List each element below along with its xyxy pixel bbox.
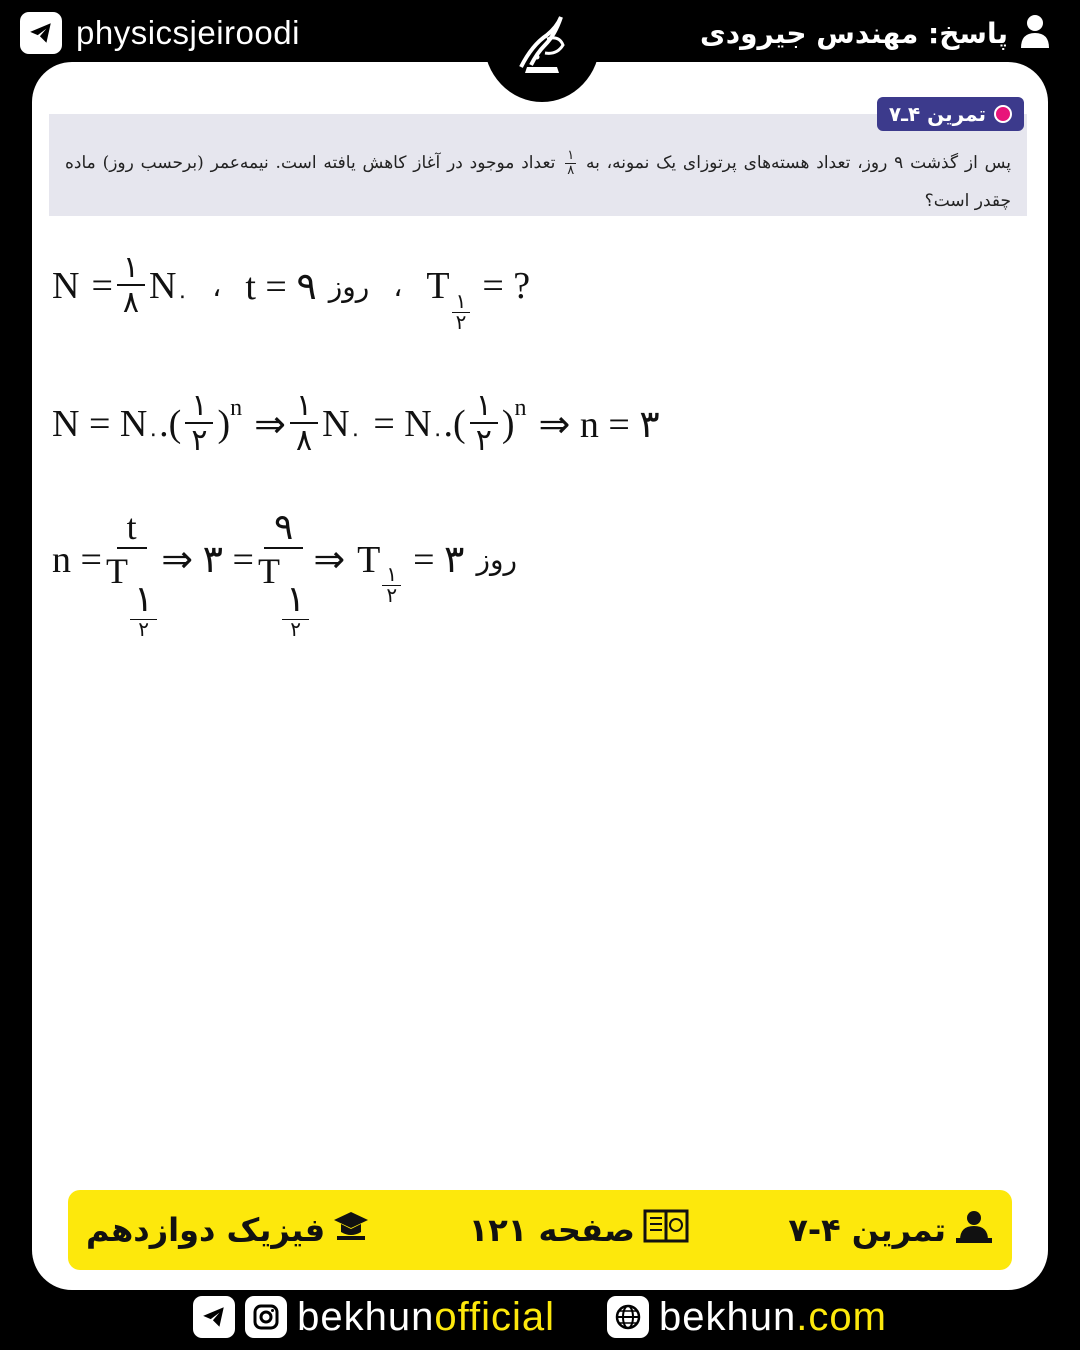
eq2-paren-open-2: .(: [443, 403, 466, 445]
telegram-icon[interactable]: [20, 12, 62, 54]
eq1-sep2: ،: [393, 269, 403, 303]
telegram-icon[interactable]: [193, 1296, 235, 1338]
exercise-group: [788, 1208, 994, 1252]
eq3-f1-num: t: [117, 507, 147, 549]
eq3-arrow-2: ⇒: [313, 539, 346, 581]
eq3-n: n =: [52, 538, 102, 581]
eq3-f2-half: [282, 579, 309, 640]
question-fraction: [565, 149, 576, 178]
equation-line-2: [52, 390, 660, 458]
eq3-T: T: [357, 538, 381, 581]
eq3-half-den: ۲: [386, 585, 398, 607]
eq1-frac-num: ۱: [117, 252, 145, 286]
eq3-f1-half-num: ۱: [130, 579, 157, 620]
graduation-cap-icon: [333, 1210, 369, 1250]
eq2-paren-close-1: ): [217, 403, 231, 445]
telegram-handle: physicsjeiroodi: [76, 14, 300, 51]
eq2-fraction-1: [185, 390, 213, 458]
info-bar: [68, 1190, 1012, 1270]
eq1-N0: N: [149, 265, 177, 307]
eq2-result: ⇒ n = ۳: [538, 403, 660, 446]
eq1-equals: =: [91, 265, 113, 307]
eq3-result: = ۳: [413, 539, 465, 581]
eq3-fraction-2: [257, 507, 309, 641]
eq2-exp-1: n: [230, 394, 243, 421]
eq3-f2-T: T: [257, 551, 280, 591]
eq2-f2-num: ۱: [290, 390, 318, 424]
eq2-N0: N: [322, 403, 350, 445]
eq2-paren-open-1: .(: [159, 403, 182, 445]
website-suffix: .com: [796, 1294, 887, 1339]
author-group: [700, 10, 1050, 56]
eq2-fraction-2: [290, 390, 318, 458]
eq2-f3-num: ۱: [470, 390, 498, 424]
eq1-sep1: ،: [212, 269, 222, 303]
website-prefix: bekhun: [658, 1294, 797, 1339]
question-frac-den: ۸: [567, 163, 575, 178]
social-handle-suffix: official: [434, 1294, 555, 1339]
instagram-icon[interactable]: [245, 1296, 287, 1338]
question-text-2: تعداد موجود در آغاز کاهش یافته است. نیمه‌عمر (برحسب روز) ماده چقدر است؟: [65, 153, 1011, 211]
eq3-f2-num: ۹: [264, 507, 303, 549]
eq3-f1-T: T: [105, 551, 128, 591]
social-handle-prefix: bekhun: [297, 1294, 435, 1339]
author-name: پاسخ: مهندس جیرودی: [700, 16, 1008, 50]
eq3-half-num: ۱: [382, 565, 401, 586]
website-url[interactable]: [659, 1295, 887, 1340]
eq2-zero-sub-1: ۰: [147, 421, 160, 446]
eq2-f1-den: ۲: [191, 424, 208, 457]
badge-dot: [994, 105, 1012, 123]
eq3-f2-half-num: ۱: [282, 579, 309, 620]
question-text-1: پس از گذشت ۹ روز، تعداد هسته‌های پرتوزای یک نمونه، به: [586, 153, 1012, 173]
exercise-badge-label: تمرین ۴ـ۷: [888, 102, 986, 126]
eq3-f2-den: [257, 549, 309, 641]
eq2-part2: = N: [373, 403, 432, 445]
eq3-half-sub: [382, 565, 401, 606]
eq1-day: روز: [328, 269, 370, 303]
social-handle[interactable]: [297, 1295, 555, 1340]
social-group[interactable]: [193, 1295, 555, 1340]
teacher-icon: [954, 1208, 994, 1252]
exercise-badge: [877, 97, 1024, 131]
eq2-f2-den: ۸: [295, 424, 313, 457]
subject-label: فیزیک دوازدهم: [86, 1211, 326, 1249]
telegram-handle-group[interactable]: [20, 10, 300, 56]
eq3-f1-den: [105, 549, 157, 641]
eq1-T: T: [426, 265, 450, 307]
eq1-half-den: ۲: [455, 311, 467, 334]
eq2-f3-den: ۲: [475, 424, 492, 457]
eq1-N: N: [52, 265, 80, 307]
bottom-links: [0, 1292, 1080, 1342]
eq2-f1-num: ۱: [185, 390, 213, 424]
content-card: [32, 62, 1048, 1290]
bekhun-logo: [484, 0, 600, 102]
eq2-paren-close-2: ): [501, 403, 515, 445]
subject-group: [86, 1210, 369, 1250]
eq1-frac-den: ۸: [122, 286, 140, 319]
eq3-f1-half: [130, 579, 157, 640]
eq3-fraction-1: [105, 507, 157, 641]
eq3-arrow-three: ⇒ ۳ =: [161, 539, 254, 581]
eq1-question: = ?: [482, 265, 531, 307]
equation-line-3: [52, 507, 518, 641]
eq2-part1: N = N: [52, 403, 148, 445]
eq2-exp-2: n: [514, 394, 527, 421]
user-icon: [1020, 14, 1050, 52]
equation-line-1: [52, 251, 531, 334]
eq1-half-num: ۱: [452, 292, 471, 313]
eq2-zero-sub-2: ۰: [349, 421, 362, 446]
eq2-fraction-3: [470, 390, 498, 458]
globe-icon[interactable]: [607, 1296, 649, 1338]
exercise-label: تمرین ۴-۷: [788, 1211, 946, 1249]
eq3-f2-half-den: ۲: [290, 619, 302, 641]
question-frac-num: ۱: [567, 148, 575, 163]
eq1-t: t = ۹: [245, 265, 317, 308]
eq3-day: روز: [476, 543, 518, 576]
eq1-fraction: [117, 252, 145, 320]
page-group: [469, 1208, 689, 1252]
eq1-half-sub: [452, 292, 471, 333]
eq2-zero-sub-3: ۰: [431, 421, 444, 446]
eq3-f1-half-den: ۲: [138, 619, 149, 641]
eq1-zero-sub: ۰: [176, 283, 189, 308]
book-icon: [643, 1208, 689, 1252]
page-label: صفحه ۱۲۱: [468, 1211, 635, 1249]
eq2-arrow: ⇒: [254, 403, 286, 446]
website-group[interactable]: [607, 1295, 887, 1340]
